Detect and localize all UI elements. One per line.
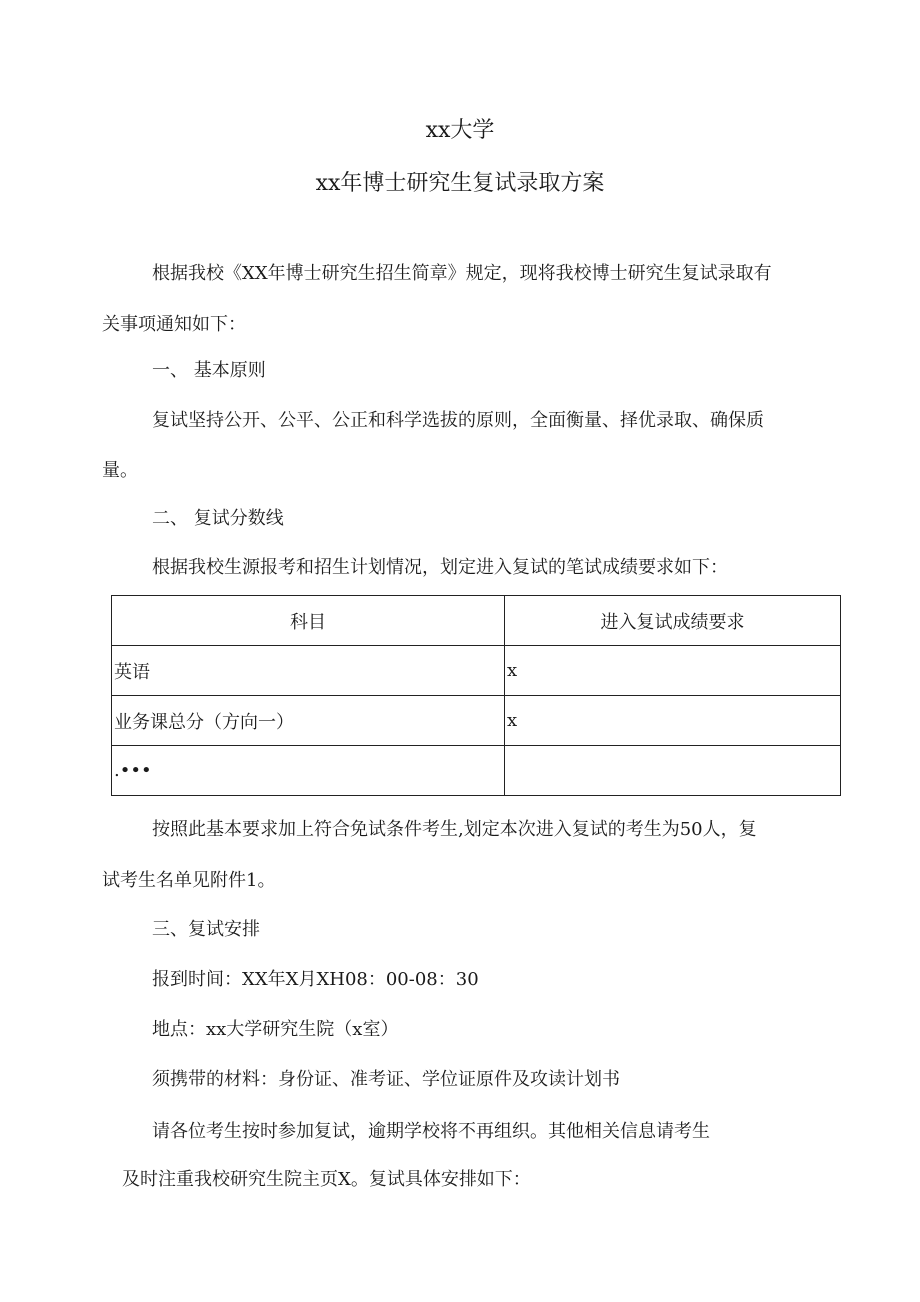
intro-paragraph-line-1: 根据我校《XX年博士研究生招生简章》规定，现将我校博士研究生复试录取有: [152, 263, 772, 284]
section-1-text-line-2: 量。: [102, 460, 138, 481]
table-header-row: [112, 596, 841, 646]
table-cell-subject: .•••: [112, 746, 505, 796]
school-name: xx大学: [425, 118, 495, 143]
document-title: xx年博士研究生复试录取方案: [315, 171, 605, 196]
table-cell-subject: 英语: [112, 646, 505, 696]
table-row: [112, 646, 841, 696]
score-requirements-table: [111, 595, 841, 796]
section-2-after-line-1: 按照此基本要求加上符合免试条件考生,划定本次进入复试的考生为50人，复: [152, 819, 757, 840]
notice-line-2: 及时注重我校研究生院主页X。复试具体安排如下：: [122, 1169, 531, 1190]
section-1-heading: 一、 基本原则: [152, 360, 266, 381]
table-row: [112, 696, 841, 746]
intro-paragraph-line-2: 关事项通知如下：: [102, 314, 246, 335]
section-2-description: 根据我校生源报考和招生计划情况，划定进入复试的笔试成绩要求如下：: [152, 557, 728, 578]
table-row: [112, 746, 841, 796]
table-cell-requirement: x: [505, 696, 841, 746]
table-cell-subject: 业务课总分（方向一）: [112, 696, 505, 746]
notice-line-1: 请各位考生按时参加复试，逾期学校将不再组织。其他相关信息请考生: [152, 1121, 710, 1142]
section-2-heading: 二、 复试分数线: [152, 508, 284, 529]
table-cell-requirement: x: [505, 646, 841, 696]
section-2-after-line-2: 试考生名单见附件1。: [102, 870, 276, 891]
section-3-heading: 三、复试安排: [152, 919, 260, 940]
section-1-text-line-1: 复试坚持公开、公平、公正和科学选拔的原则，全面衡量、择优录取、确保质: [152, 410, 764, 431]
checkin-time: 报到时间：XX年X月XH08：00-08：30: [152, 969, 479, 990]
table-header-subject: 科目: [112, 596, 505, 646]
table-cell-requirement: [505, 746, 841, 796]
table-header-requirement: 进入复试成绩要求: [505, 596, 841, 646]
required-materials: 须携带的材料：身份证、准考证、学位证原件及攻读计划书: [152, 1069, 620, 1090]
location: 地点：xx大学研究生院（x室）: [152, 1019, 399, 1040]
